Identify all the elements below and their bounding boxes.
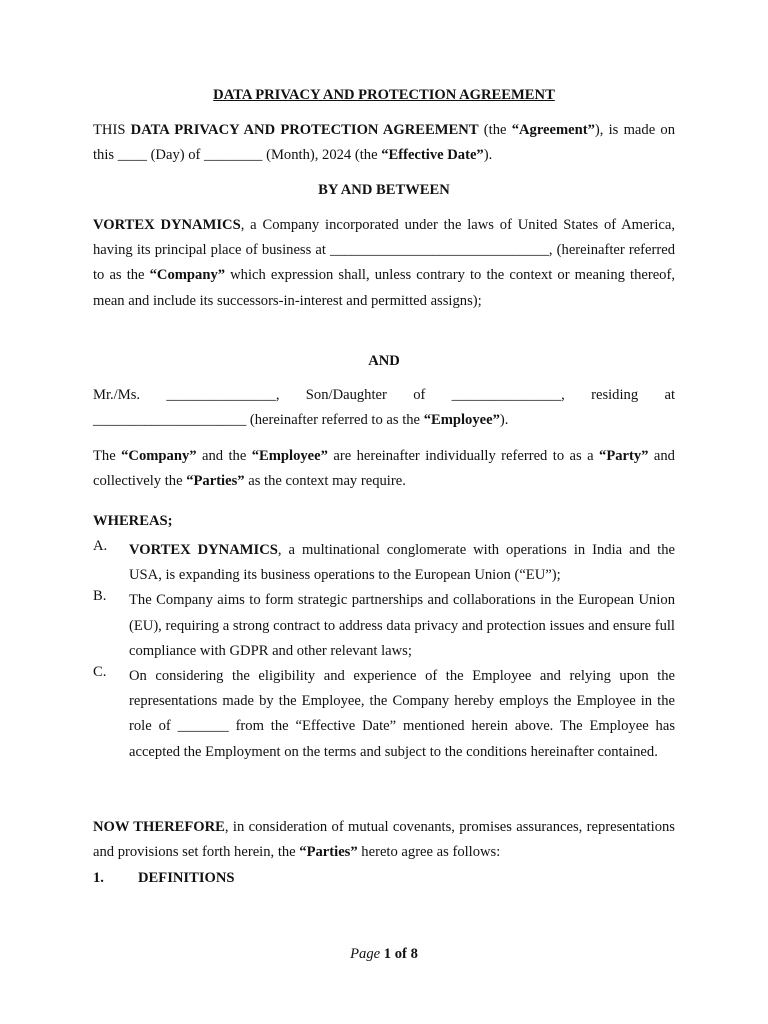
by-and-between-heading: BY AND BETWEEN [318,182,450,198]
company-paragraph: VORTEX DYNAMICS, a Company incorporated under the laws of United States of America, having its principal place of business at ______________________________, (hereinafter referred to as the “Company” which expression shall, unless contrary to the context or meaning thereof, mean and include its successors-in-interest and permitted assigns); [93,217,676,309]
whereas-heading: WHEREAS; [93,513,173,529]
now-therefore-paragraph: NOW THEREFORE, in consideration of mutual covenants, promises assurances, representations and provisions set forth herein, the “Parties” hereto agree as follows: [93,819,675,861]
recitals-list [93,538,675,765]
page-footer [0,946,768,963]
document-title: DATA PRIVACY AND PROTECTION AGREEMENT [213,87,555,103]
list-text: On considering the eligibility and experience of the Employee and relying upon the representations made by the Employee, the Company hereby employs the Employee in the role of _______ from the “Effective Date” mentioned herein above. The Employee has accepted the Employment on the terms and subject to the conditions hereinafter contained. [129,668,675,760]
list-item [93,538,675,588]
definitions-heading [93,870,675,887]
list-text: VORTEX DYNAMICS, a multinational conglomerate with operations in India and the USA, is expanding its business operations to the European Union (“EU”); [129,542,675,584]
section-number: 1. [93,870,104,886]
list-label: C. [93,664,107,681]
parties-paragraph: The “Company” and the “Employee” are hereinafter individually referred to as a “Party” and collectively the “Parties” as the context may require. [93,448,675,490]
page-total: 8 [410,946,418,962]
page-of: of [394,946,407,962]
list-label: B. [93,588,107,605]
list-label: A. [93,538,108,554]
list-item [93,664,675,765]
page-current: 1 [383,946,392,962]
list-item [93,588,675,664]
list-text: The Company aims to form strategic partnerships and collaborations in the European Union (EU), requiring a strong contract to address data privacy and protection issues and ensure full compliance with GDPR and other relevant laws; [129,592,675,659]
page-word: Page [350,946,381,962]
intro-paragraph: THIS DATA PRIVACY AND PROTECTION AGREEMENT (the “Agreement”), is made on this ____ (Day) of ________ (Month), 2024 (the “Effective Date”). [93,122,675,164]
section-title: DEFINITIONS [138,870,235,886]
and-heading: AND [368,353,400,369]
employee-paragraph: Mr./Ms. _______________, Son/Daughter of _______________, residing at _____________________ (hereinafter referred to as the “Employee”). [93,387,675,429]
